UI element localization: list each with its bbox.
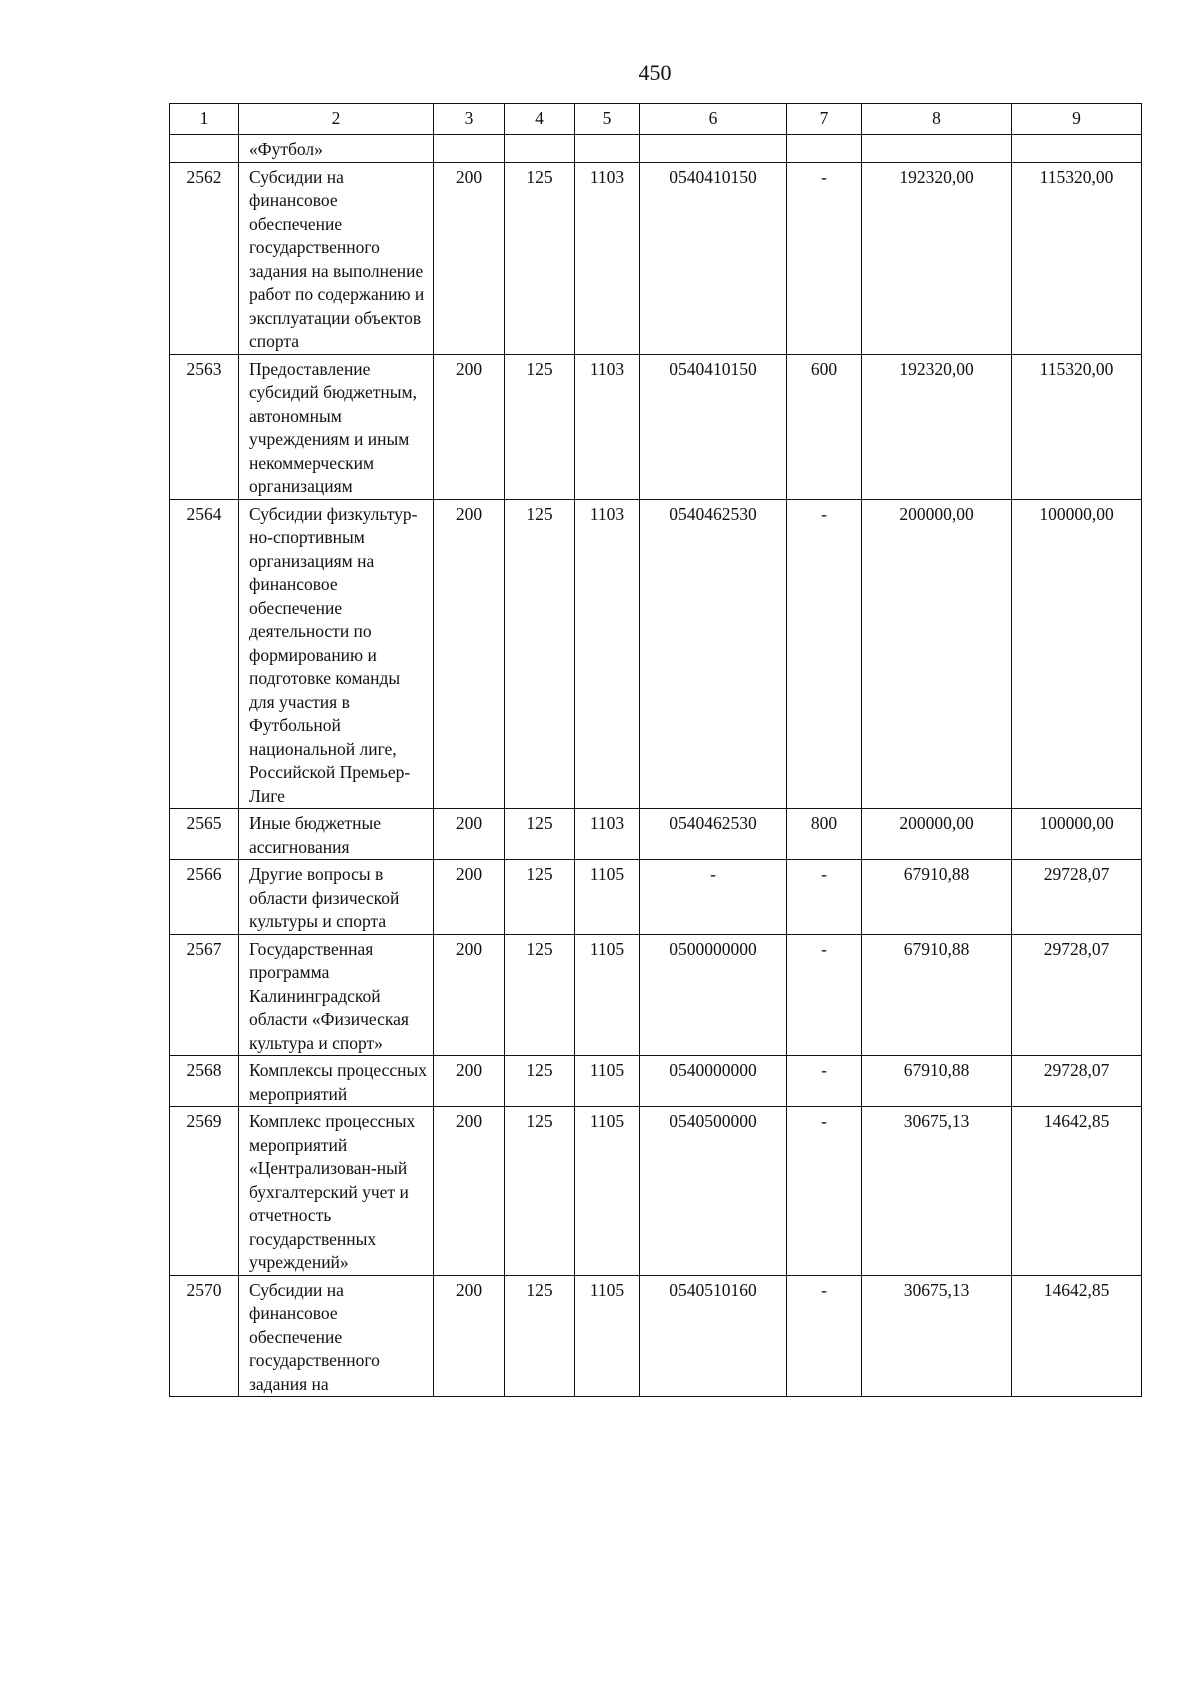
row-code: - <box>640 860 787 935</box>
row-value-2: 14642,85 <box>1012 1275 1142 1397</box>
row-code: 0540462530 <box>640 809 787 860</box>
row-col-5: 1105 <box>575 1056 640 1107</box>
header-col-6: 6 <box>640 104 787 135</box>
row-value-2: 100000,00 <box>1012 499 1142 809</box>
row-name: Государственная программа Калининградской области «Физическая культура и спорт» <box>239 934 434 1056</box>
row-number: 2567 <box>170 934 239 1056</box>
row-value-1: 192320,00 <box>862 162 1012 354</box>
row-value-1: 67910,88 <box>862 934 1012 1056</box>
header-col-7: 7 <box>787 104 862 135</box>
row-name: Другие вопросы в области физической культуры и спорта <box>239 860 434 935</box>
header-col-8: 8 <box>862 104 1012 135</box>
row-col-7: 600 <box>787 354 862 499</box>
row-number: 2569 <box>170 1107 239 1276</box>
row-code: 0540410150 <box>640 354 787 499</box>
row-col-3: 200 <box>434 860 505 935</box>
row-col-7: - <box>787 860 862 935</box>
row-name: Субсидии на финансовое обеспечение государственного задания на <box>239 1275 434 1397</box>
row-col-4: 125 <box>505 1107 575 1276</box>
row-value-1: 200000,00 <box>862 809 1012 860</box>
row-col-5: 1105 <box>575 860 640 935</box>
row-name: Субсидии физкультур-но-спортивным организациям на финансовое обеспечение деятельности по формированию и подготовке команды для участия в Футбольной национальной лиге, Российской Премьер-Лиге <box>239 499 434 809</box>
table-row <box>170 1275 1142 1397</box>
row-code: 0540410150 <box>640 162 787 354</box>
row-col-3: 200 <box>434 934 505 1056</box>
row-name: Комплексы процессных мероприятий <box>239 1056 434 1107</box>
row-col-4: 125 <box>505 860 575 935</box>
row-value-1: 30675,13 <box>862 1275 1012 1397</box>
row-col-4: 125 <box>505 162 575 354</box>
table-row <box>170 860 1142 935</box>
row-col-3: 200 <box>434 1275 505 1397</box>
table-row <box>170 1107 1142 1276</box>
row-col-7: - <box>787 499 862 809</box>
row-value-2: 29728,07 <box>1012 934 1142 1056</box>
row-code: 0540510160 <box>640 1275 787 1397</box>
table-row <box>170 162 1142 354</box>
row-col-3: 200 <box>434 499 505 809</box>
table-row <box>170 809 1142 860</box>
header-col-3: 3 <box>434 104 505 135</box>
row-name: Субсидии на финансовое обеспечение государственного задания на выполнение работ по содержанию и эксплуатации объектов спорта <box>239 162 434 354</box>
row-col-5: 1103 <box>575 162 640 354</box>
row-value-1: 67910,88 <box>862 1056 1012 1107</box>
row-col-7: 800 <box>787 809 862 860</box>
row-col-5: 1105 <box>575 1275 640 1397</box>
header-col-1: 1 <box>170 104 239 135</box>
row-col-7: - <box>787 162 862 354</box>
row-col-7: - <box>787 1275 862 1397</box>
row-code: 0540462530 <box>640 499 787 809</box>
row-number: 2565 <box>170 809 239 860</box>
row-col-7: - <box>787 1107 862 1276</box>
header-col-9: 9 <box>1012 104 1142 135</box>
row-value-2: 115320,00 <box>1012 354 1142 499</box>
row-code: 0540500000 <box>640 1107 787 1276</box>
row-col-5: 1105 <box>575 1107 640 1276</box>
row-code: 0500000000 <box>640 934 787 1056</box>
row-value-2: 14642,85 <box>1012 1107 1142 1276</box>
row-number: 2563 <box>170 354 239 499</box>
row-name: Предоставление субсидий бюджетным, автономным учреждениям и иным некоммерческим организациям <box>239 354 434 499</box>
budget-table <box>169 103 1142 1397</box>
row-value-2: 100000,00 <box>1012 809 1142 860</box>
row-value-1: 30675,13 <box>862 1107 1012 1276</box>
table-row <box>170 354 1142 499</box>
table-row <box>170 1056 1142 1107</box>
row-col-3: 200 <box>434 354 505 499</box>
row-col-4: 125 <box>505 1056 575 1107</box>
row-col-7: - <box>787 1056 862 1107</box>
row-name: Комплекс процессных мероприятий «Централизован-ный бухгалтерский учет и отчетность государственных учреждений» <box>239 1107 434 1276</box>
header-col-2: 2 <box>239 104 434 135</box>
row-col-5: 1103 <box>575 809 640 860</box>
row-col-7: - <box>787 934 862 1056</box>
row-number: 2568 <box>170 1056 239 1107</box>
row-col-3: 200 <box>434 809 505 860</box>
row-code: 0540000000 <box>640 1056 787 1107</box>
row-col-5: 1103 <box>575 354 640 499</box>
row-col-4: 125 <box>505 499 575 809</box>
row-col-4: 125 <box>505 1275 575 1397</box>
header-row <box>170 104 1142 135</box>
continuation-row <box>170 135 1142 163</box>
row-value-2: 29728,07 <box>1012 860 1142 935</box>
row-number: 2564 <box>170 499 239 809</box>
row-col-3: 200 <box>434 1056 505 1107</box>
row-col-4: 125 <box>505 934 575 1056</box>
row-value-1: 67910,88 <box>862 860 1012 935</box>
table-row <box>170 934 1142 1056</box>
row-col-5: 1103 <box>575 499 640 809</box>
row-value-1: 200000,00 <box>862 499 1012 809</box>
row-number: 2566 <box>170 860 239 935</box>
continuation-text: «Футбол» <box>239 135 434 163</box>
header-col-5: 5 <box>575 104 640 135</box>
row-name: Иные бюджетные ассигнования <box>239 809 434 860</box>
row-col-4: 125 <box>505 354 575 499</box>
header-col-4: 4 <box>505 104 575 135</box>
row-value-2: 115320,00 <box>1012 162 1142 354</box>
row-col-5: 1105 <box>575 934 640 1056</box>
row-col-3: 200 <box>434 1107 505 1276</box>
row-col-4: 125 <box>505 809 575 860</box>
row-number: 2562 <box>170 162 239 354</box>
row-value-1: 192320,00 <box>862 354 1012 499</box>
page-number: 450 <box>638 60 672 85</box>
row-number: 2570 <box>170 1275 239 1397</box>
row-value-2: 29728,07 <box>1012 1056 1142 1107</box>
table-row <box>170 499 1142 809</box>
row-col-3: 200 <box>434 162 505 354</box>
